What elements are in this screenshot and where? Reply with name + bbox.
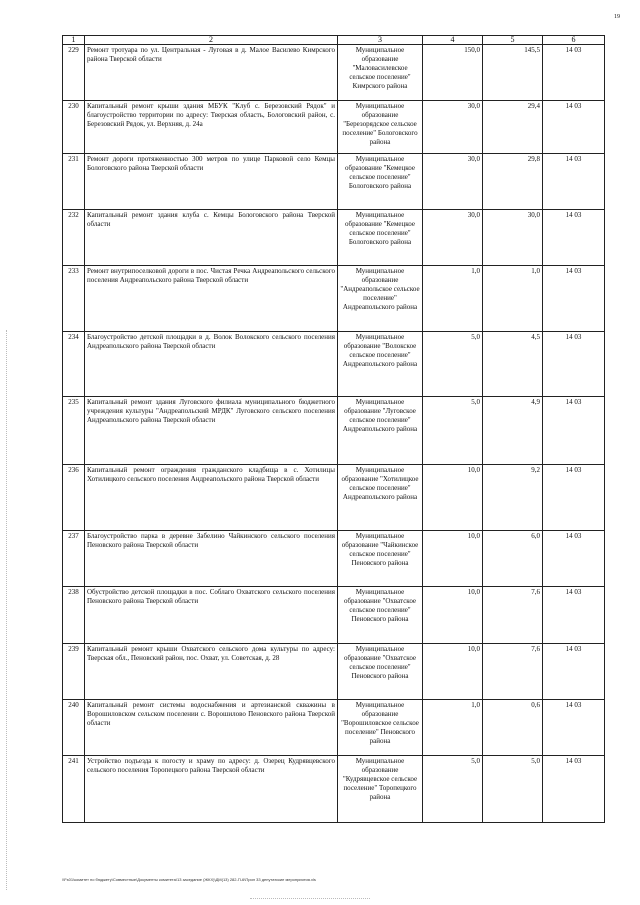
row-number: 240: [63, 700, 85, 756]
row-municipality: Муниципальное образование "Луговское сельское поселение" Андреапольского района: [338, 397, 423, 465]
row-municipality: Муниципальное образование "Хотилицкое сельское поселение" Андреапольского района: [338, 465, 423, 531]
row-amount-planned: 5,0: [423, 332, 483, 397]
row-amount-actual: 5,0: [483, 756, 543, 823]
row-amount-actual: 29,8: [483, 154, 543, 210]
row-description: Капитальный ремонт системы водоснабжения и артезианской скважины в Ворошиловском сельском поселении с. Ворошилово Пеновского района Тверской области: [85, 700, 338, 756]
table-row: [63, 700, 605, 756]
row-municipality: Муниципальное образование "Березорядское сельское поселение" Бологовского района: [338, 101, 423, 154]
row-amount-planned: 1,0: [423, 700, 483, 756]
row-amount-actual: 4,5: [483, 332, 543, 397]
row-amount-actual: 4,9: [483, 397, 543, 465]
row-budget-code: 14 03: [543, 154, 605, 210]
header-col-1: 1: [63, 36, 85, 45]
row-budget-code: 14 03: [543, 397, 605, 465]
row-budget-code: 14 03: [543, 644, 605, 700]
row-budget-code: 14 03: [543, 210, 605, 266]
row-budget-code: 14 03: [543, 45, 605, 101]
row-amount-actual: 145,5: [483, 45, 543, 101]
row-amount-actual: 1,0: [483, 266, 543, 332]
row-budget-code: 14 03: [543, 756, 605, 823]
row-number: 234: [63, 332, 85, 397]
row-number: 230: [63, 101, 85, 154]
row-municipality: Муниципальное образование "Волокское сельское поселение" Андреапольского района: [338, 332, 423, 397]
row-budget-code: 14 03: [543, 465, 605, 531]
row-description: Ремонт внутрипоселковой дороги в пос. Чистая Речка Андреапольского сельского поселения Андреапольского района Тверской области: [85, 266, 338, 332]
row-municipality: Муниципальное образование "Охватское сельское поселение" Пеновского района: [338, 644, 423, 700]
table-row: [63, 101, 605, 154]
row-budget-code: 14 03: [543, 101, 605, 154]
row-amount-actual: 30,0: [483, 210, 543, 266]
row-municipality: Муниципальное образование "Маловасилевское сельское поселение" Кимрского района: [338, 45, 423, 101]
header-col-5: 5: [483, 36, 543, 45]
row-amount-planned: 10,0: [423, 644, 483, 700]
row-budget-code: 14 03: [543, 587, 605, 644]
row-amount-planned: 30,0: [423, 101, 483, 154]
row-budget-code: 14 03: [543, 531, 605, 587]
table-row: [63, 45, 605, 101]
row-municipality: Муниципальное образование "Андреапольское сельское поселение" Андреапольского района: [338, 266, 423, 332]
row-description: Капитальный ремонт ограждения гражданского кладбища в с. Хотилицы Хотилицкого сельского поселения Андреапольского района Тверской области: [85, 465, 338, 531]
row-number: 235: [63, 397, 85, 465]
header-col-3: 3: [338, 36, 423, 45]
page-number: 19: [614, 14, 620, 20]
row-number: 237: [63, 531, 85, 587]
row-amount-planned: 5,0: [423, 756, 483, 823]
table-row: [63, 210, 605, 266]
row-amount-planned: 10,0: [423, 465, 483, 531]
row-municipality: Муниципальное образование "Охватское сельское поселение" Пеновского района: [338, 587, 423, 644]
row-municipality: Муниципальное образование "Кудрявцевское сельское поселение" Торопецкого района: [338, 756, 423, 823]
row-budget-code: 14 03: [543, 332, 605, 397]
table-row: [63, 397, 605, 465]
row-amount-planned: 5,0: [423, 397, 483, 465]
row-description: Благоустройство детской площадки в д. Волок Волокского сельского поселения Андреапольского района Тверской области: [85, 332, 338, 397]
row-number: 233: [63, 266, 85, 332]
row-amount-planned: 30,0: [423, 210, 483, 266]
row-description: Обустройство детской площадки в пос. Соблаго Охватского сельского поселения Пеновского района Тверской области: [85, 587, 338, 644]
header-row: [63, 36, 605, 45]
row-amount-actual: 29,4: [483, 101, 543, 154]
row-municipality: Муниципальное образование "Ворошиловское сельское поселение" Пеновского района: [338, 700, 423, 756]
row-municipality: Муниципальное образование "Кемецкое сельское поселение" Бологовского района: [338, 210, 423, 266]
row-amount-planned: 1,0: [423, 266, 483, 332]
table-row: [63, 531, 605, 587]
table-row: [63, 644, 605, 700]
table-row: [63, 465, 605, 531]
row-amount-planned: 10,0: [423, 587, 483, 644]
scan-artifact: [250, 898, 370, 900]
row-amount-actual: 7,6: [483, 644, 543, 700]
row-amount-actual: 6,0: [483, 531, 543, 587]
header-col-4: 4: [423, 36, 483, 45]
row-budget-code: 14 03: [543, 700, 605, 756]
appropriations-table: [62, 35, 605, 823]
row-municipality: Муниципальное образование "Чайкинское сельское поселение" Пеновского района: [338, 531, 423, 587]
scan-artifact: [6, 330, 8, 890]
table-row: [63, 154, 605, 210]
row-number: 239: [63, 644, 85, 700]
row-amount-actual: 0,6: [483, 700, 543, 756]
row-number: 232: [63, 210, 85, 266]
row-description: Устройство подъезда к погосту и храму по адресу: д. Озерец Кудрявцевского сельского поселения Торопецкого района Тверской области: [85, 756, 338, 823]
row-number: 241: [63, 756, 85, 823]
file-path-footer: \\Fs01\комитет по бюджету\Совместные\Документы комитета\13 заседание (ЖКХ)\ДМ(13) 282-П-6\Прил 33 депутатские мероприятия.xls: [62, 877, 316, 882]
row-number: 238: [63, 587, 85, 644]
row-budget-code: 14 03: [543, 266, 605, 332]
table-row: [63, 756, 605, 823]
row-amount-planned: 30,0: [423, 154, 483, 210]
row-amount-planned: 10,0: [423, 531, 483, 587]
header-col-2: 2: [85, 36, 338, 45]
row-description: Капитальный ремонт здания Луговского филиала муниципального бюджетного учреждения культуры "Андреапольский МРДК" Луговского сельского поселения Андреапольского района Тверской области: [85, 397, 338, 465]
row-number: 229: [63, 45, 85, 101]
row-municipality: Муниципальное образование "Кемецкое сельское поселение" Бологовского района: [338, 154, 423, 210]
table-row: [63, 587, 605, 644]
row-amount-planned: 150,0: [423, 45, 483, 101]
row-description: Ремонт тротуара по ул. Центральная - Луговая в д. Малое Василево Кимрского района Тверской области: [85, 45, 338, 101]
row-description: Капитальный ремонт здания клуба с. Кемцы Бологовского района Тверской области: [85, 210, 338, 266]
row-description: Ремонт дороги протяженностью 300 метров по улице Парковой село Кемцы Бологовского района Тверской области: [85, 154, 338, 210]
table-row: [63, 266, 605, 332]
row-amount-actual: 9,2: [483, 465, 543, 531]
row-number: 236: [63, 465, 85, 531]
header-col-6: 6: [543, 36, 605, 45]
row-amount-actual: 7,6: [483, 587, 543, 644]
row-description: Благоустройство парка в деревне Забелино Чайкинского сельского поселения Пеновского района Тверской области: [85, 531, 338, 587]
table-row: [63, 332, 605, 397]
row-number: 231: [63, 154, 85, 210]
row-description: Капитальный ремонт крыши Охватского сельского дома культуры по адресу: Тверская обл., Пеновский район, пос. Охват, ул. Советская, д. 28: [85, 644, 338, 700]
row-description: Капитальный ремонт крыши здания МБУК "Клуб с. Березовский Рядок" и благоустройство территории по адресу: Тверская область, Бологовский район, с. Березовский Рядок, ул. Верхняя, д. 24а: [85, 101, 338, 154]
